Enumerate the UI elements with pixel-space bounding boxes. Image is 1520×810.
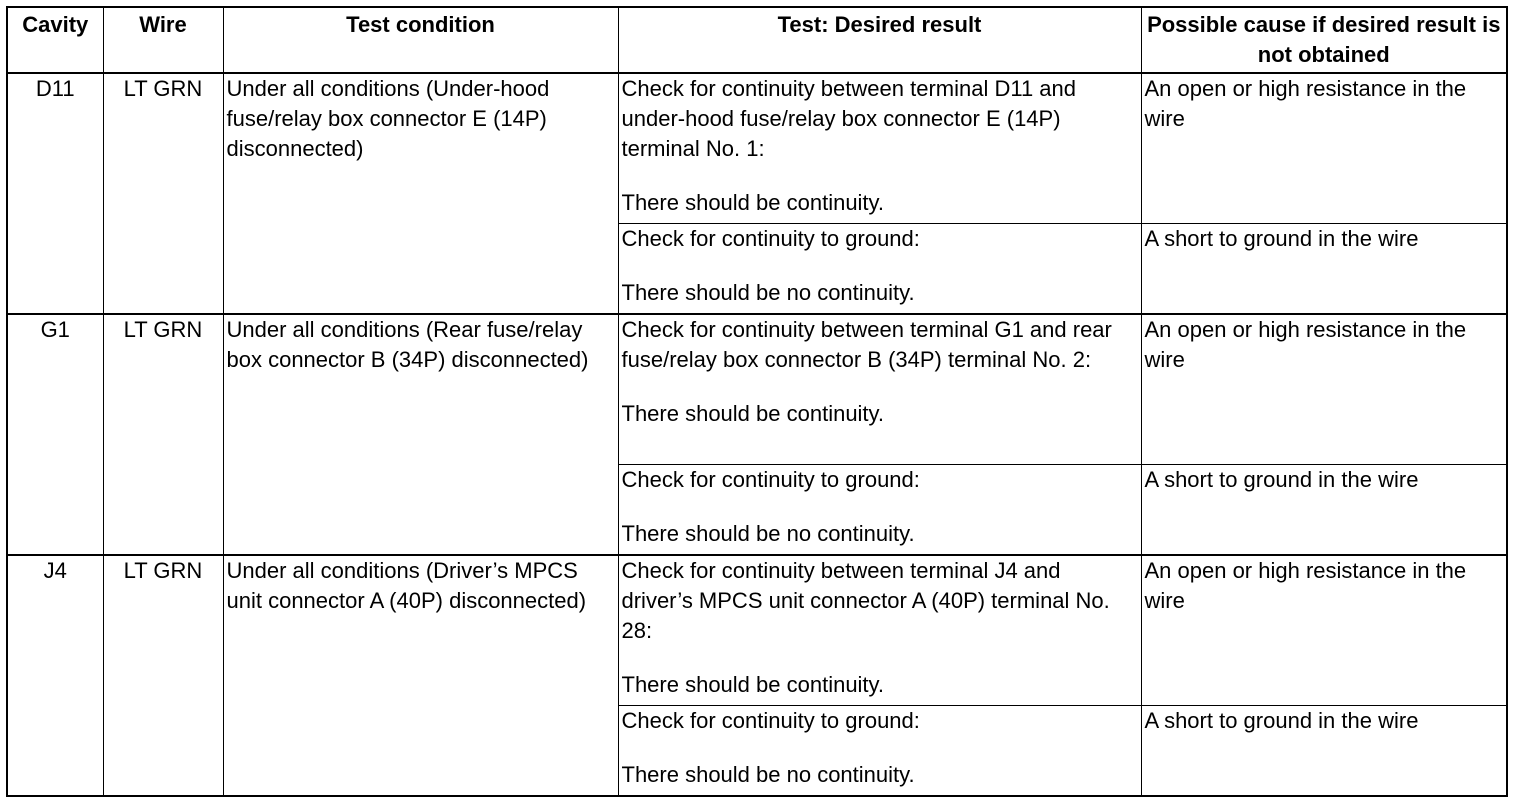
desired-result-cell — [618, 555, 1141, 705]
wire-cell: LT GRN — [103, 314, 223, 555]
header-desired-result: Test: Desired result — [618, 7, 1141, 73]
expected-result-text: There should be continuity. — [621, 401, 885, 426]
header-row — [7, 7, 1507, 73]
cavity-cell: J4 — [7, 555, 103, 796]
test-condition-cell: Under all conditions (Rear fuse/relay box connector B (34P) disconnected) — [223, 314, 618, 555]
desired-result-cell — [618, 464, 1141, 555]
cavity-cell: G1 — [7, 314, 103, 555]
possible-cause-cell: A short to ground in the wire — [1141, 464, 1507, 555]
possible-cause-cell: A short to ground in the wire — [1141, 223, 1507, 314]
header-test-condition: Test condition — [223, 7, 618, 73]
test-condition-cell: Under all conditions (Under-hood fuse/relay box connector E (14P) disconnected) — [223, 73, 618, 314]
desired-result-cell — [618, 314, 1141, 464]
desired-result-cell — [618, 223, 1141, 314]
table-row — [7, 555, 1507, 705]
test-condition-cell: Under all conditions (Driver’s MPCS unit connector A (40P) disconnected) — [223, 555, 618, 796]
possible-cause-cell: An open or high resistance in the wire — [1141, 555, 1507, 705]
wire-cell: LT GRN — [103, 555, 223, 796]
expected-result-text: There should be no continuity. — [621, 761, 915, 787]
circuit-test-table — [6, 6, 1508, 797]
header-wire: Wire — [103, 7, 223, 73]
check-text: Check for continuity between terminal D11 and under-hood fuse/relay box connector E (14P) terminal No. 1: — [621, 76, 1077, 161]
possible-cause-cell: An open or high resistance in the wire — [1141, 73, 1507, 223]
cavity-cell: D11 — [7, 73, 103, 314]
expected-result-text: There should be continuity. — [621, 190, 885, 215]
expected-result-text: There should be no continuity. — [621, 279, 915, 305]
desired-result-cell — [618, 73, 1141, 223]
check-text: Check for continuity between terminal G1 and rear fuse/relay box connector B (34P) terminal No. 2: — [621, 317, 1112, 372]
table-row — [7, 73, 1507, 223]
expected-result-text: There should be continuity. — [621, 672, 885, 697]
header-cavity: Cavity — [7, 7, 103, 73]
wire-cell: LT GRN — [103, 73, 223, 314]
possible-cause-cell: An open or high resistance in the wire — [1141, 314, 1507, 464]
check-text: Check for continuity to ground: — [621, 225, 920, 251]
expected-result-text: There should be no continuity. — [621, 520, 915, 546]
table-row — [7, 314, 1507, 464]
possible-cause-cell: A short to ground in the wire — [1141, 705, 1507, 796]
check-text: Check for continuity to ground: — [621, 707, 920, 733]
header-possible-cause: Possible cause if desired result is not obtained — [1141, 7, 1507, 73]
check-text: Check for continuity between terminal J4 and driver’s MPCS unit connector A (40P) terminal No. 28: — [621, 558, 1110, 643]
check-text: Check for continuity to ground: — [621, 466, 920, 492]
desired-result-cell — [618, 705, 1141, 796]
